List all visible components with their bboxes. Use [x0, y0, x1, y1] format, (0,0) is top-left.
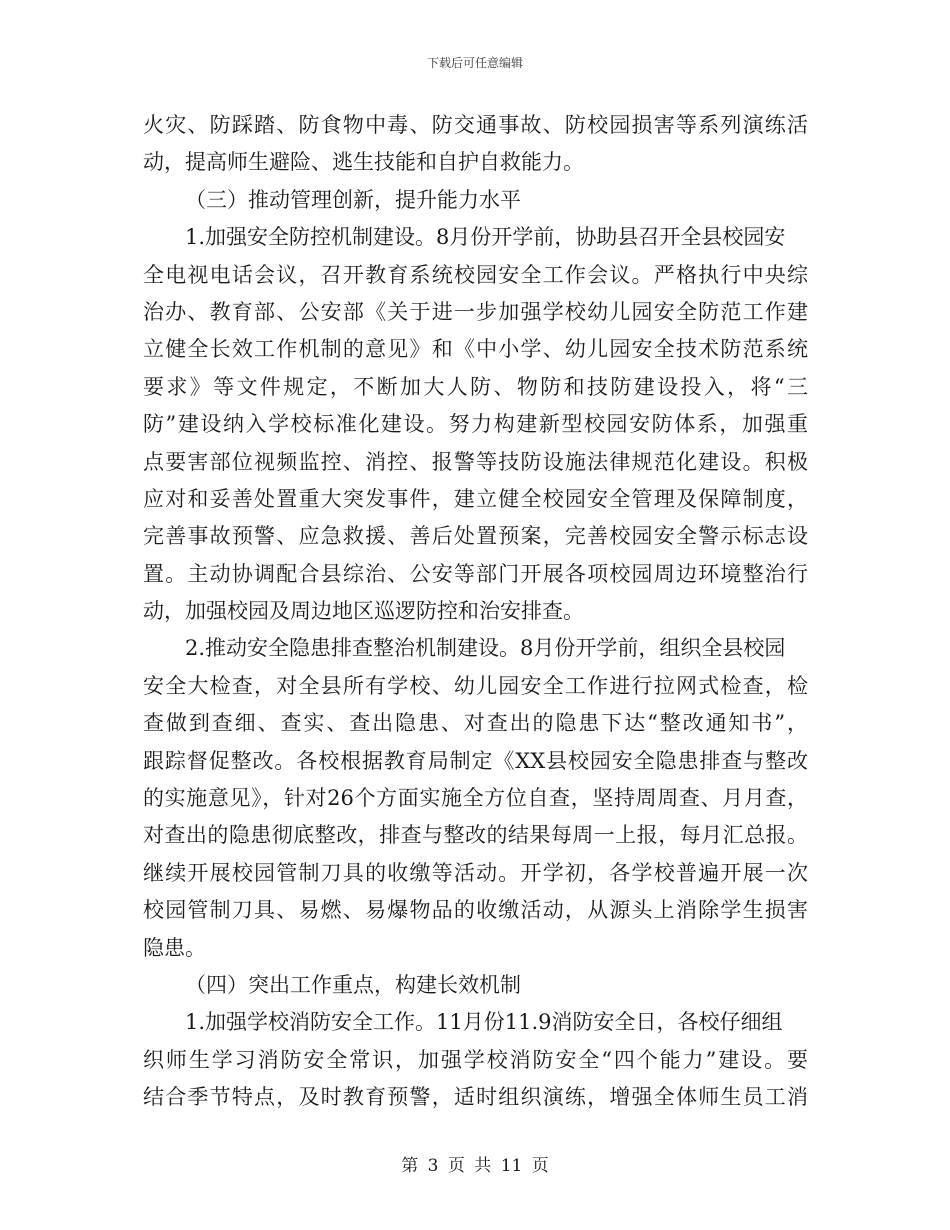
page-number-footer: 第 3 页 共 11 页	[401, 1156, 549, 1176]
body-line: 治办、教育部、公安部《关于进一步加强学校幼儿园安全防范工作建	[143, 299, 808, 324]
body-line: 校园管制刀具、易燃、易爆物品的收缴活动，从源头上消除学生损害	[143, 898, 808, 923]
body-line: 防”建设纳入学校标准化建设。努力构建新型校园安防体系，加强重	[143, 412, 808, 437]
body-line: 结合季节特点，及时教育预警，适时组织演练，增强全体师生员工消	[143, 1085, 808, 1110]
body-line: 隐患。	[143, 935, 206, 960]
page-header-note: 下载后可任意编辑	[426, 56, 523, 70]
paragraph-start: 1.加强学校消防安全工作。11月份11.9消防安全日，各校仔细组	[185, 1010, 783, 1035]
paragraph-start: 2.推动安全隐患排查整治机制建设。8月份开学前，组织全县校园	[185, 636, 786, 661]
body-line: 立健全长效工作机制的意见》和《中小学、幼儿园安全技术防范系统	[143, 337, 808, 362]
body-line: 动，提高师生避险、逃生技能和自护自救能力。	[143, 150, 584, 175]
body-line: 跟踪督促整改。各校根据教育局制定《XX县校园安全隐患排查与整改	[143, 748, 808, 773]
paragraph-start: 1.加强安全防控机制建设。8月份开学前，协助县召开全县校园安	[185, 225, 786, 250]
body-line: 的实施意见》，针对26个方面实施全方位自查，坚持周周查、月月查，	[143, 786, 808, 811]
document-body	[143, 107, 808, 1117]
body-line: 要求》等文件规定，不断加大人防、物防和技防建设投入，将“三	[143, 374, 808, 399]
body-line: 点要害部位视频监控、消控、报警等技防设施法律规范化建设。积极	[143, 449, 808, 474]
body-line: 置。主动协调配合县综治、公安等部门开展各项校园周边环境整治行	[143, 561, 808, 586]
section-heading: （四）突出工作重点，构建长效机制	[185, 972, 521, 997]
body-line: 继续开展校园管制刀具的收缴等活动。开学初，各学校普遍开展一次	[143, 860, 808, 885]
body-line: 安全大检查，对全县所有学校、幼儿园安全工作进行拉网式检查，检	[143, 673, 808, 698]
body-line: 火灾、防踩踏、防食物中毒、防交通事故、防校园损害等系列演练活	[143, 113, 808, 137]
section-heading: （三）推动管理创新，提升能力水平	[185, 187, 521, 212]
body-line: 应对和妥善处置重大突发事件，建立健全校园安全管理及保障制度，	[143, 486, 808, 511]
body-line: 对查出的隐患彻底整改，排查与整改的结果每周一上报，每月汇总报。	[143, 823, 808, 848]
body-line: 查做到查细、查实、查出隐患、对查出的隐患下达“整改通知书”，	[143, 711, 808, 736]
body-line: 织师生学习消防安全常识，加强学校消防安全“四个能力”建设。要	[143, 1047, 808, 1072]
body-line: 动，加强校园及周边地区巡逻防控和治安排查。	[143, 599, 584, 624]
body-line: 全电视电话会议，召开教育系统校园安全工作会议。严格执行中央综	[143, 262, 808, 287]
body-line: 完善事故预警、应急救援、善后处置预案，完善校园安全警示标志设	[143, 524, 808, 549]
